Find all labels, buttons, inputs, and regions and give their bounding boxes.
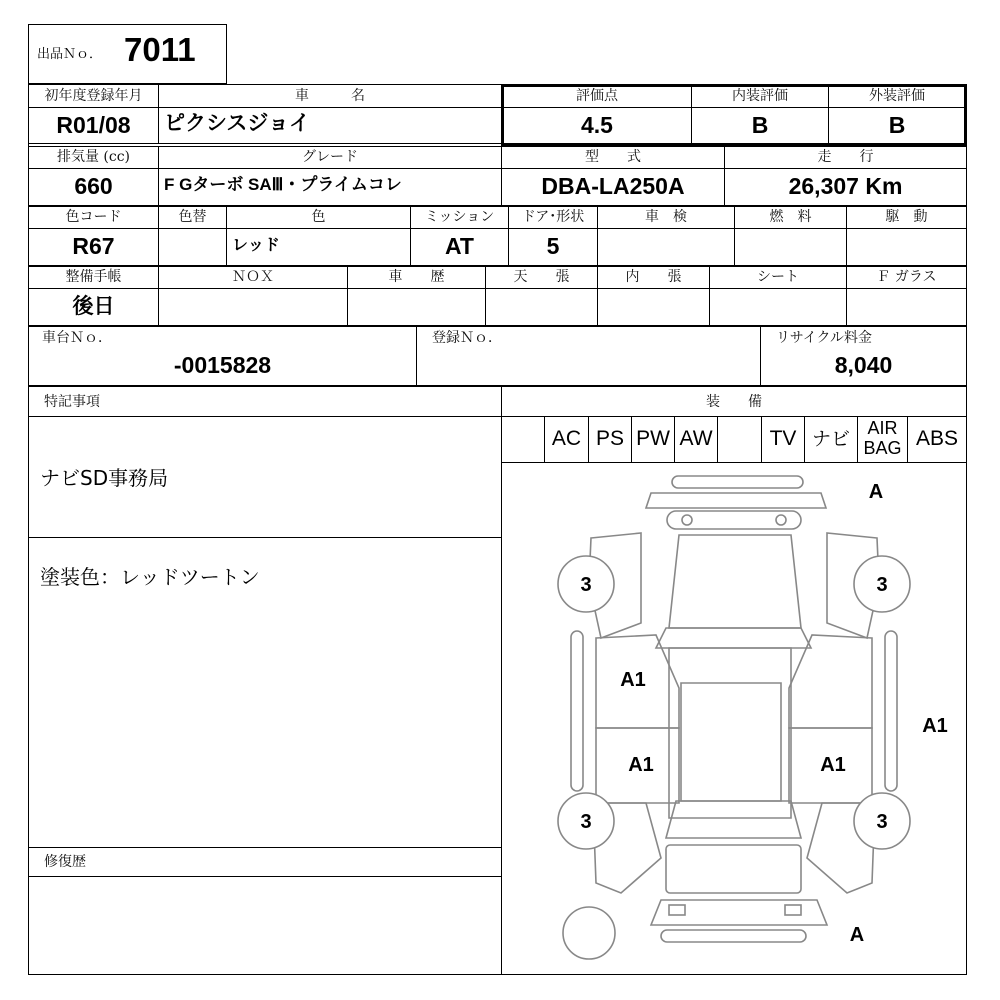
car-diagram xyxy=(501,463,967,975)
grade-label: グレード xyxy=(302,149,358,165)
interior-trim-label: 内 張 xyxy=(625,269,682,285)
equipment-item-ac: AC xyxy=(545,416,589,462)
equipment-item-airbag: AIR BAG xyxy=(858,416,908,462)
equipment-item-ps: PS xyxy=(589,416,632,462)
name-value: ピクシスジョイ xyxy=(164,112,310,135)
right-front-door xyxy=(789,635,872,728)
door-value: 5 xyxy=(546,233,560,259)
notes-line-2: 塗装色：レッドツートン xyxy=(40,565,260,589)
mark-left-front-door: A1 xyxy=(620,669,646,691)
front-grille xyxy=(667,511,801,529)
drive-value-cell xyxy=(846,228,967,266)
right-sill xyxy=(885,631,897,791)
mark-front: A xyxy=(868,481,884,503)
emblem-left xyxy=(682,515,692,525)
rear-hatch xyxy=(666,845,801,893)
ceiling-value-cell xyxy=(485,288,598,326)
equipment-item-navi: ナビ xyxy=(805,416,858,462)
mileage-label: 走 行 xyxy=(817,149,874,165)
lot-box xyxy=(28,24,227,84)
color-label: 色 xyxy=(311,209,326,225)
color-value: レッド xyxy=(232,237,280,254)
score-value: 4.5 xyxy=(581,112,613,138)
emblem-right xyxy=(776,515,786,525)
rear-lamp-left xyxy=(669,905,685,915)
interior-score-label: 内装評価 xyxy=(732,88,788,104)
name-label: 車 名 xyxy=(295,88,365,104)
disp-label: 排気量 (cc) xyxy=(56,149,131,165)
mark-rear: A xyxy=(849,924,865,946)
front-bumper-top xyxy=(672,476,803,488)
fuel-value-cell xyxy=(734,228,847,266)
regno-label: 登録Ｎｏ． xyxy=(432,330,502,346)
manual-label: 整備手帳 xyxy=(65,269,122,285)
rear-lamp-right xyxy=(785,905,801,915)
mark-right-rear-door: A1 xyxy=(820,754,846,776)
exterior-score-value: B xyxy=(888,112,906,138)
grade-value: F Gターボ SAⅢ・プライムコレ xyxy=(164,175,402,194)
recycle-value: 8,040 xyxy=(834,352,893,378)
equipment-label: 装 備 xyxy=(706,394,762,410)
ceiling-label: 天 張 xyxy=(513,269,570,285)
seat-value-cell xyxy=(709,288,847,326)
door-label: ドア･形状 xyxy=(521,209,585,225)
regno-value-cell xyxy=(416,348,761,386)
manual-value: 後日 xyxy=(72,294,115,318)
left-sill xyxy=(571,631,583,791)
chassis-value: -0015828 xyxy=(173,352,272,378)
repair-header-cell xyxy=(28,847,502,877)
equipment-item-aw: AW xyxy=(675,416,718,462)
lot-number: 7011 xyxy=(124,31,196,68)
inspection-label: 車 検 xyxy=(645,209,687,225)
reg-value: R01/08 xyxy=(56,112,131,138)
hood xyxy=(669,535,801,628)
cabin xyxy=(669,648,791,818)
fuel-label: 燃 料 xyxy=(769,209,812,225)
color-code-value: R67 xyxy=(72,233,115,259)
notes-line-1: ナビSD事務局 xyxy=(40,466,169,490)
fuel-lid xyxy=(563,907,615,959)
interior-score-value: B xyxy=(751,112,769,138)
rear-bumper-bottom xyxy=(661,930,806,942)
notes-label: 特記事項 xyxy=(44,394,100,410)
mission-label: ミッション xyxy=(424,209,495,225)
equipment-item-blank-1 xyxy=(502,416,545,462)
exterior-score-label: 外装評価 xyxy=(869,88,925,104)
reg-label: 初年度登録年月 xyxy=(44,88,143,104)
color-change-value-cell xyxy=(158,228,227,266)
recycle-label: リサイクル料金 xyxy=(776,330,873,346)
windshield xyxy=(656,628,811,648)
equipment-item-pw: PW xyxy=(632,416,675,462)
color-code-label: 色コード xyxy=(65,209,122,225)
front-bumper xyxy=(646,493,826,508)
equipment-item-blank-2 xyxy=(718,416,762,462)
mark-left-front-wheel: 3 xyxy=(580,574,592,596)
rear-glass xyxy=(666,801,801,838)
roof xyxy=(681,683,781,801)
nox-label: ＮＯＸ xyxy=(232,269,274,285)
history-label: 車 歴 xyxy=(388,269,445,285)
nox-value-cell xyxy=(158,288,348,326)
glass-value-cell xyxy=(846,288,967,326)
mission-value: AT xyxy=(445,233,474,259)
equipment-item-abs: ABS xyxy=(915,427,959,450)
repair-label: 修復歴 xyxy=(44,854,86,870)
score-label: 評価点 xyxy=(576,88,618,104)
chassis-label: 車台Ｎｏ． xyxy=(42,330,112,346)
disp-value: 660 xyxy=(74,173,113,199)
interior-trim-value-cell xyxy=(597,288,710,326)
glass-label: Ｆ ガラス xyxy=(876,269,937,285)
mark-right-rear-wheel: 3 xyxy=(876,811,888,833)
mark-right-side: A1 xyxy=(922,715,948,737)
equipment-item-tv: TV xyxy=(762,416,805,462)
mark-left-rear-door: A1 xyxy=(628,754,654,776)
drive-label: 駆 動 xyxy=(885,209,928,225)
model-value: DBA-LA250A xyxy=(541,173,685,199)
repair-box xyxy=(28,876,502,975)
model-label: 型 式 xyxy=(585,149,641,165)
mileage-value: 26,307 Km xyxy=(788,173,903,199)
history-value-cell xyxy=(347,288,486,326)
seat-label: シート xyxy=(757,269,799,285)
color-change-label: 色替 xyxy=(178,209,207,225)
mark-left-rear-wheel: 3 xyxy=(580,811,592,833)
inspection-value-cell xyxy=(597,228,735,266)
mark-right-front-wheel: 3 xyxy=(876,574,888,596)
lot-label: 出品Ｎｏ． xyxy=(37,47,103,62)
